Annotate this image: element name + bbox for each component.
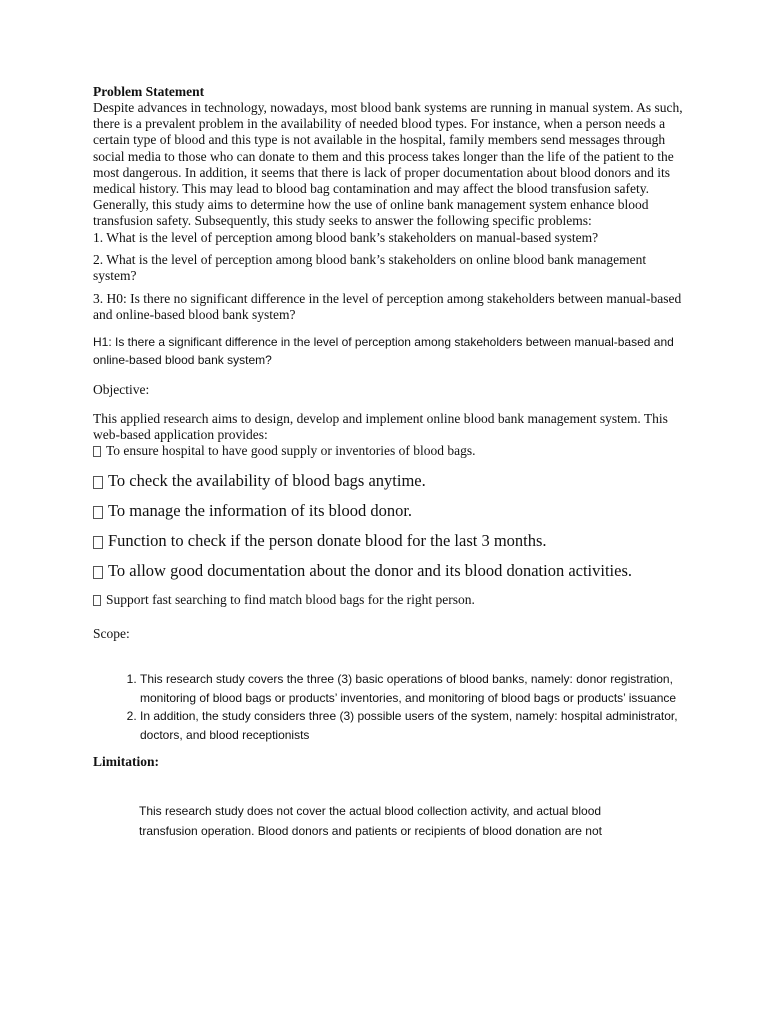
objective-bullet [93, 443, 683, 459]
objective-bullet-text: Support fast searching to find match blood bags for the right person. [106, 592, 475, 608]
objective-bullet-text: Function to check if the person donate blood for the last 3 months. [108, 531, 547, 551]
problem-statement-body: Despite advances in technology, nowadays, most blood bank systems are running in manual system. As such, there is a prevalent problem in the availability of needed blood types. For instance, when a person needs a certain type of blood and this type is not available in the hospital, family members send messages through social media to those who can donate to them and this process takes longer than the life of the patient to the most dangerous. In addition, it seems that there is lack of proper documentation about blood donors and its medical history. This may lead to blood bag contamination and may affect the blood transfusion safety. Generally, this study aims to determine how the use of online bank management system enhance blood transfusion safety. Subsequently, this study seeks to answer the following specific problems: [93, 100, 683, 229]
objective-bullet-text: To manage the information of its blood donor. [108, 501, 413, 521]
objective-intro: This applied research aims to design, develop and implement online blood bank management system. This web-based application provides: [93, 411, 668, 443]
objective-bullet [93, 592, 683, 608]
limitation-heading: Limitation: [93, 754, 159, 770]
checkbox-glyph-icon [93, 566, 103, 579]
alternative-hypothesis: H1: Is there a significant difference in the level of perception among stakeholders between manual-based and online-based blood bank system? [93, 334, 674, 368]
objective-bullet-text: To check the availability of blood bags anytime. [108, 471, 426, 491]
checkbox-glyph-icon [93, 595, 101, 606]
scope-item: 1. This research study covers the three (3) basic operations of blood banks, namely: donor registration, monitoring of blood bags or products’ inventories, and monitoring of blood bags or products’ issuance [140, 670, 683, 707]
checkbox-glyph-icon [93, 446, 101, 457]
checkbox-glyph-icon [93, 506, 103, 519]
scope-list [93, 670, 683, 744]
objective-heading: Objective: [93, 381, 150, 397]
objective-bullet [93, 561, 683, 581]
problem-statement-heading: Problem Statement [93, 84, 205, 99]
limitation-body: This research study does not cover the actual blood collection activity, and actual blood transfusion operation. Blood donors and patients or recipients of blood donation are not [139, 804, 602, 838]
objective-bullet [93, 471, 683, 491]
checkbox-glyph-icon [93, 476, 103, 489]
objective-bullet-text: To ensure hospital to have good supply or inventories of blood bags. [106, 443, 476, 459]
null-hypothesis: 3. H0: Is there no significant difference in the level of perception among stakeholders between manual-based and online-based blood bank system? [93, 291, 682, 323]
objective-bullet [93, 501, 683, 521]
scope-item: 2. In addition, the study considers three (3) possible users of the system, namely: hospital administrator, doctors, and blood receptionists [140, 707, 683, 744]
checkbox-glyph-icon [93, 536, 103, 549]
research-question-1: 1. What is the level of perception among blood bank’s stakeholders on manual-based system? [93, 229, 599, 245]
document-page [93, 84, 683, 841]
scope-heading: Scope: [93, 626, 130, 642]
objective-bullet [93, 531, 683, 551]
research-question-2: 2. What is the level of perception among blood bank’s stakeholders on online blood bank management system? [93, 251, 647, 284]
objective-bullet-text: To allow good documentation about the donor and its blood donation activities. [108, 561, 633, 581]
